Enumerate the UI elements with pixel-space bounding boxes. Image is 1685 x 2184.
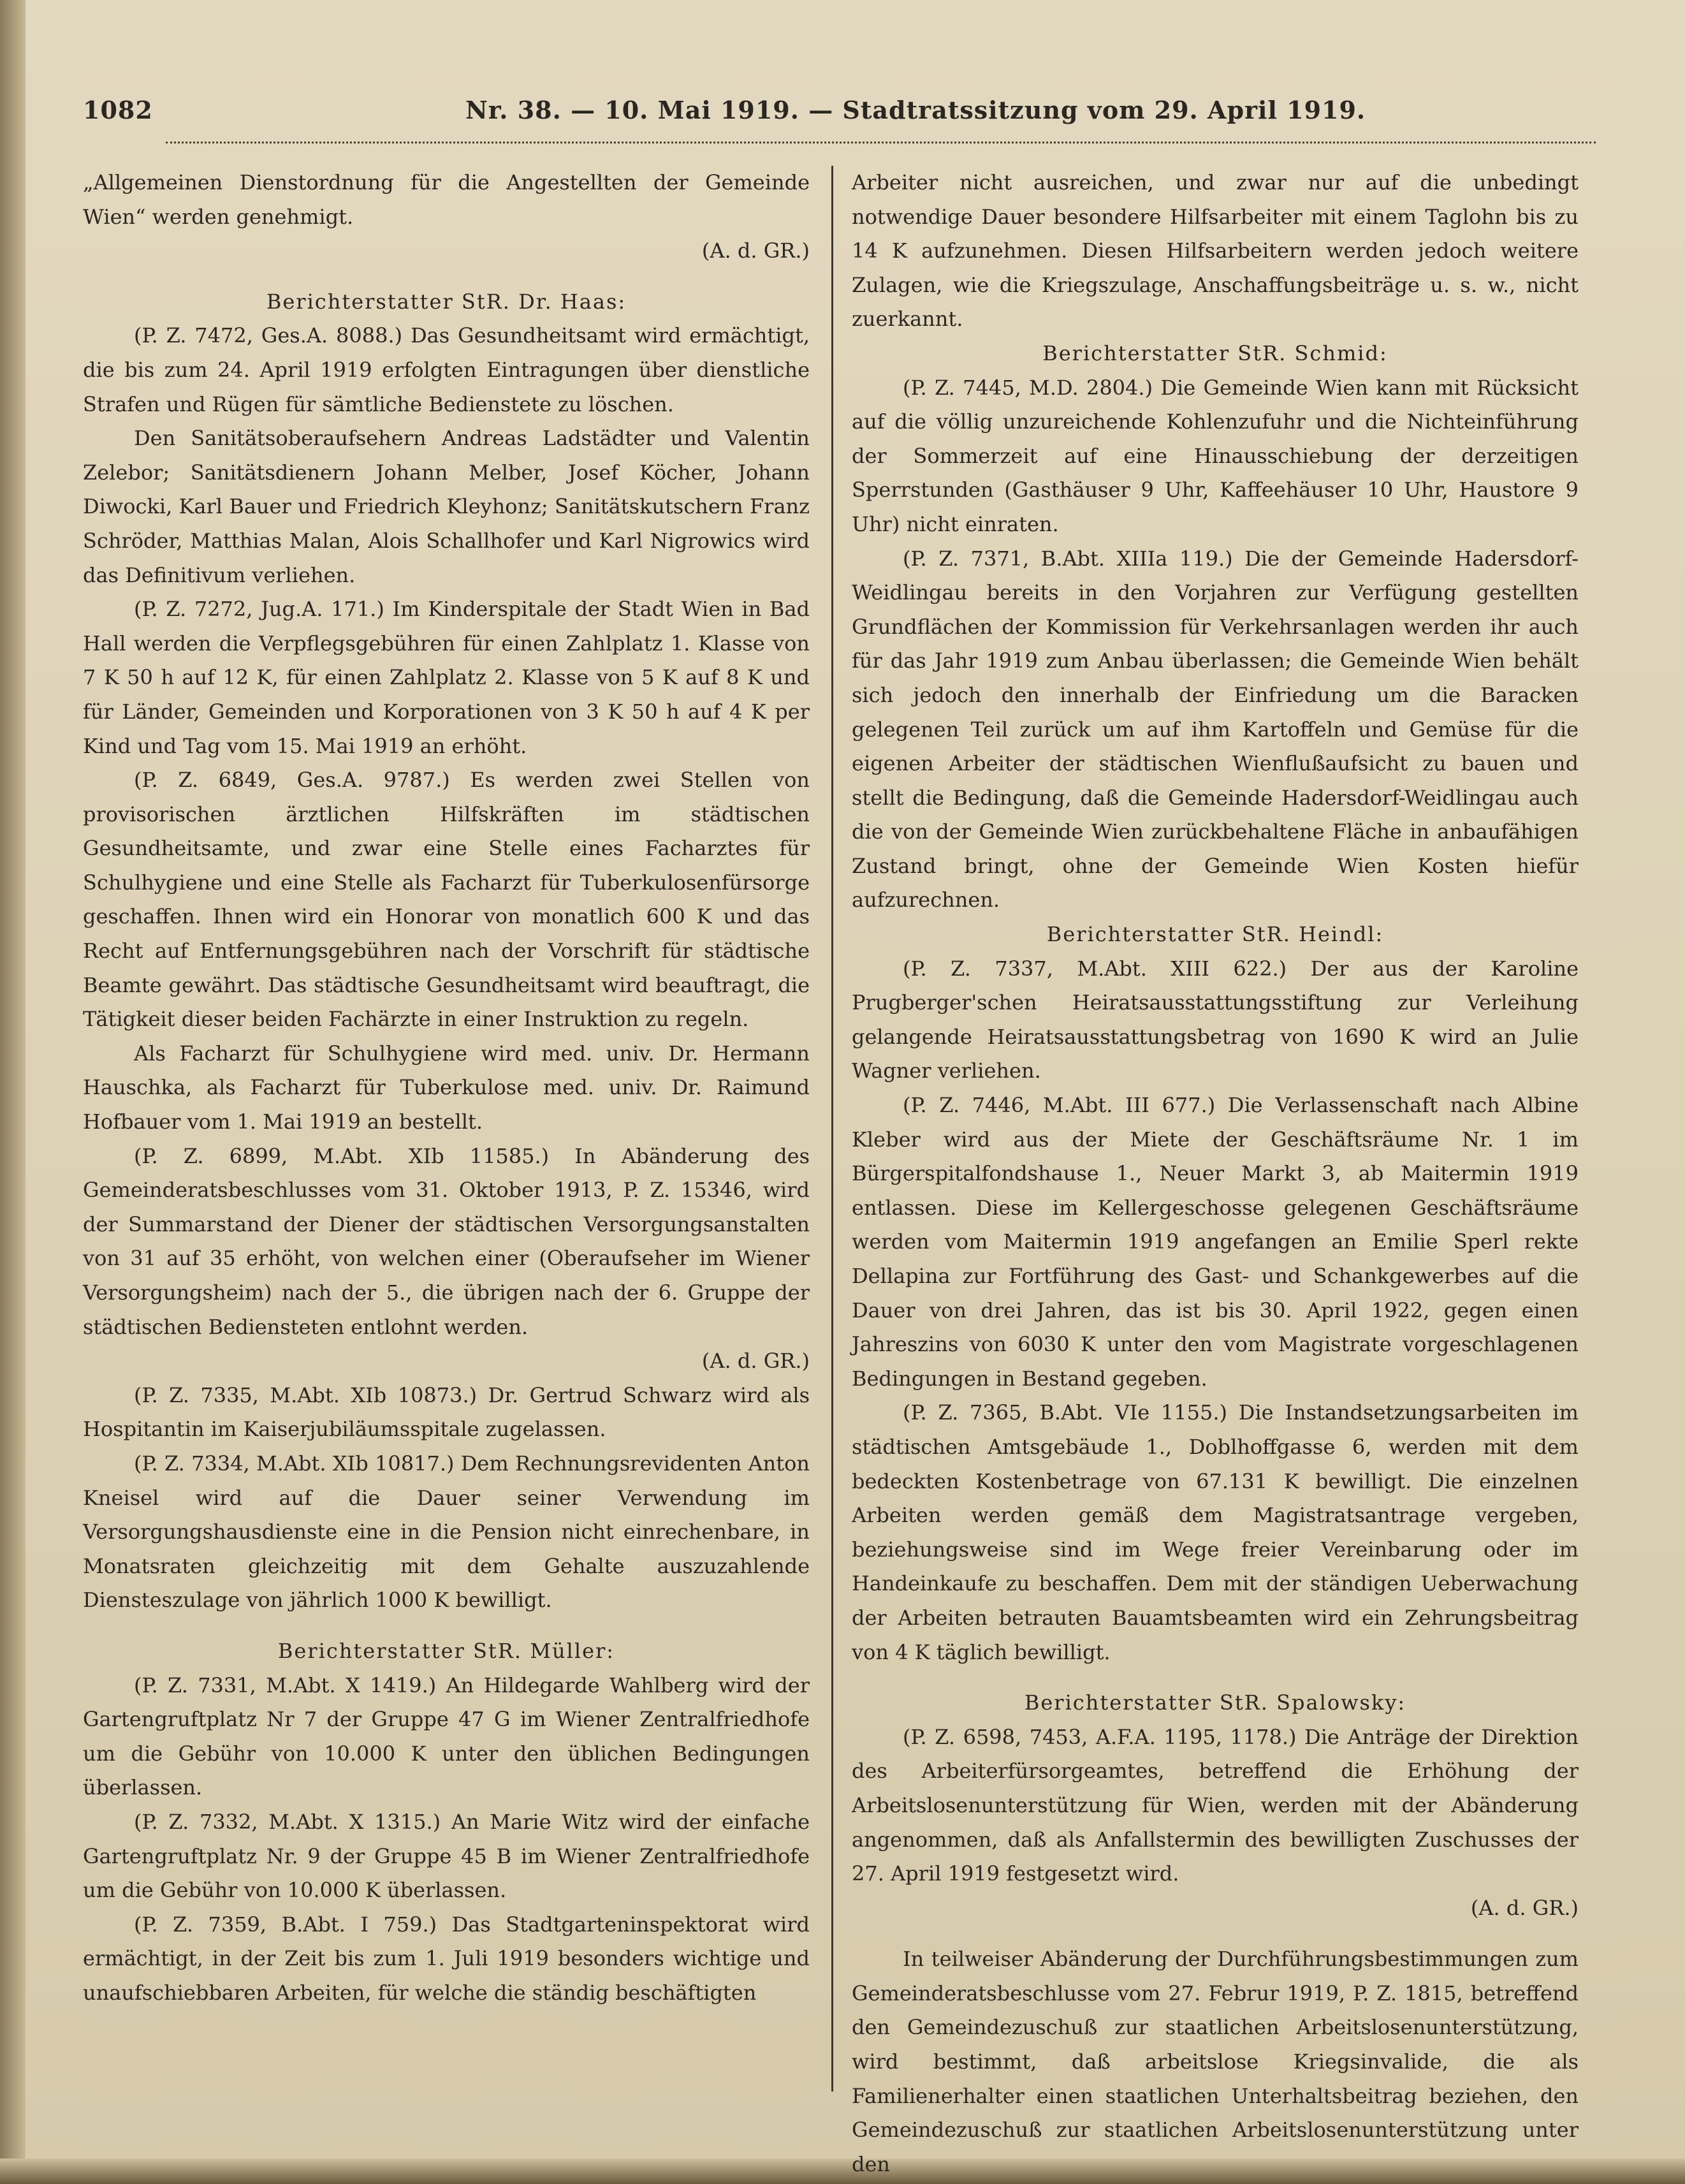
- rapporteur-heading-spalowsky: Berichterstatter StR. Spalowsky:: [1024, 1690, 1406, 1715]
- paragraph-intro: „Allgemeinen Dienstordnung für die Angestellten der Gemeinde Wien“ werden genehmigt.: [83, 170, 810, 229]
- header-divider: [166, 142, 1596, 143]
- paragraph-pz-7371: (P. Z. 7371, B.Abt. XIIIa 119.) Die der Gemeinde Hadersdorf-Weidlingau bereits in den Vorjahren zur Verfügung gestellten Grundflächen der Kommission für Verkehrsanlagen werden ihr auch für das Jahr 1919 zum Anbau überlassen; die Gemeinde Wien behält sich jedoch den innerhalb der Einfriedung um die Baracken gelegenen Teil zurück um auf ihm Kartoffeln und Gemüse für die eigenen Arbeiter der städtischen Wienflußaufsicht zu bauen und stellt die Bedingung, daß die Gemeinde Hadersdorf-Weidlingau auch die von der Gemeinde Wien zurückbehaltene Fläche in anbaufähigen Zustand bringt, ohne der Gemeinde Wien Kosten hiefür aufzurechnen.: [852, 546, 1579, 912]
- paragraph-pz-7359: (P. Z. 7359, B.Abt. I 759.) Das Stadtgarteninspektorat wird ermächtigt, in der Zeit bis zum 1. Juli 1919 besonders wichtige und unaufschiebbaren Arbeiten, für welche die ständig beschäftigten: [83, 1912, 810, 2005]
- committee-note: (A. d. GR.): [1470, 1895, 1579, 1920]
- paragraph-sanitaet: Den Sanitätsoberaufsehern Andreas Ladstädter und Valentin Zelebor; Sanitätsdienern Johann Melber, Josef Köcher, Johann Diwocki, Karl Bauer und Friedrich Kleyhonz; Sanitätskutschern Franz Schröder, Matthias Malan, Alois Schallhofer und Karl Nigrowics wird das Definitivum verliehen.: [83, 426, 810, 587]
- paragraph-pz-7472: (P. Z. 7472, Ges.A. 8088.) Das Gesundheitsamt wird ermächtigt, die bis zum 24. April 1919 erfolgten Eintragungen über dienstliche Strafen und Rügen für sämtliche Bedienstete zu löschen.: [83, 323, 810, 416]
- paragraph-pz-7332: (P. Z. 7332, M.Abt. X 1315.) An Marie Witz wird der einfache Gartengruftplatz Nr. 9 der Gruppe 45 B im Wiener Zentralfriedhofe um die Gebühr von 10.000 K überlassen.: [83, 1809, 810, 1903]
- paragraph-pz-7331: (P. Z. 7331, M.Abt. X 1419.) An Hildegarde Wahlberg wird der Gartengruftplatz Nr 7 der Gruppe 47 G im Wiener Zentralfriedhofe um die Gebühr von 10.000 K unter den üblichen Bedingungen überlassen.: [83, 1673, 810, 1800]
- paragraph-pz-7365: (P. Z. 7365, B.Abt. VIe 1155.) Die Instandsetzungsarbeiten im städtischen Amtsgebäude 1., Doblhoffgasse 6, werden mit dem bedeckten Kostenbetrage von 67.131 K bewilligt. Die einzelnen Arbeiten werden gemäß dem Magistratsantrage vergeben, beziehungsweise sind im Wege freier Vereinbarung oder im Handeinkaufe zu beschaffen. Dem mit der ständigen Ueberwachung der Arbeiten betrauten Bauamtsbeamten wird ein Zehrungsbeitrag von 4 K täglich bewilligt.: [852, 1400, 1579, 1664]
- paragraph-pz-7334: (P. Z. 7334, M.Abt. XIb 10817.) Dem Rechnungsrevidenten Anton Kneisel wird auf die Dauer seiner Verwendung im Versorgungshausdienste eine in die Pension nicht einrechenbare, in Monatsraten gleichzeitig mit dem Gehalte auszuzahlende Diensteszulage von jährlich 1000 K bewilligt.: [83, 1451, 810, 1613]
- left-column: [83, 166, 810, 2010]
- paragraph-pz-7272: (P. Z. 7272, Jug.A. 171.) Im Kinderspitale der Stadt Wien in Bad Hall werden die Verpflegsgebühren für einen Zahlplatz 1. Klasse von 7 K 50 h auf 12 K, für einen Zahlplatz 2. Klasse von 5 K auf 8 K und für Länder, Gemeinden und Korporationen von 3 K 50 h auf 4 K per Kind und Tag vom 15. Mai 1919 an erhöht.: [83, 597, 810, 758]
- page-header: [83, 96, 1596, 134]
- paragraph-pz-7335: (P. Z. 7335, M.Abt. XIb 10873.) Dr. Gertrud Schwarz wird als Hospitantin im Kaiserjubiläumsspitale zugelassen.: [83, 1382, 810, 1442]
- rapporteur-heading-haas: Berichterstatter StR. Dr. Haas:: [266, 289, 627, 314]
- paragraph-facharzt: Als Facharzt für Schulhygiene wird med. univ. Dr. Hermann Hauschka, als Facharzt für Tuberkulose med. univ. Dr. Raimund Hofbauer vom 1. Mai 1919 an bestellt.: [83, 1041, 810, 1134]
- paragraph-pz-7445: (P. Z. 7445, M.D. 2804.) Die Gemeinde Wien kann mit Rücksicht auf die völlig unzureichende Kohlenzufuhr und die Nichteinführung der Sommerzeit auf eine Hinausschiebung der derzeitigen Sperrstunden (Gasthäuser 9 Uhr, Kaffeehäuser 10 Uhr, Haustore 9 Uhr) nicht einraten.: [852, 375, 1579, 536]
- paragraph-pz-7446: (P. Z. 7446, M.Abt. III 677.) Die Verlassenschaft nach Albine Kleber wird aus der Miete der Geschäftsräume Nr. 1 im Bürgerspitalfondshause 1., Neuer Markt 3, ab Maitermin 1919 entlassen. Diese im Kellergeschosse gelegenen Geschäftsräume werden vom Maitermin 1919 angefangen an Emilie Sperl rekte Dellapina zur Fortführung des Gast- und Schankgewerbes auf die Dauer von drei Jahren, das ist bis 30. April 1922, gegen einen Jahreszins von 6030 K unter den vom Magistrate vorgeschlagenen Bedingungen in Bestand gegeben.: [852, 1093, 1579, 1391]
- paragraph-final: In teilweiser Abänderung der Durchführungsbestimmungen zum Gemeinderatsbeschlusse vom 27. Februr 1919, P. Z. 1815, betreffend den Gemeindezuschuß zur staatlichen Arbeitslosenunterstützung, wird bestimmt, daß arbeitslose Kriegsinvalide, die als Familienerhalter einen staatlichen Unterhaltsbeitrag beziehen, den Gemeindezuschuß zur staatlichen Arbeitslosenunterstützung unter den: [852, 1947, 1579, 2176]
- rapporteur-heading-heindl: Berichterstatter StR. Heindl:: [1046, 922, 1384, 947]
- committee-note: (A. d. GR.): [701, 1349, 810, 1374]
- rapporteur-heading-schmid: Berichterstatter StR. Schmid:: [1042, 341, 1388, 365]
- paragraph-pz-7337: (P. Z. 7337, M.Abt. XIII 622.) Der aus der Karoline Prugberger'schen Heiratsausstattungsstiftung zur Verleihung gelangende Heiratsausstattungsbetrag von 1690 K wird an Julie Wagner verliehen.: [852, 956, 1579, 1083]
- page-number: 1082: [83, 96, 153, 124]
- right-column: [852, 166, 1579, 2181]
- paragraph-pz-6899: (P. Z. 6899, M.Abt. XIb 11585.) In Abänderung des Gemeinderatsbeschlusses vom 31. Oktober 1913, P. Z. 15346, wird der Summarstand der Diener der städtischen Versorgungsanstalten von 31 auf 35 erhöht, von welchen einer (Oberaufseher im Wiener Versorgungsheim) nach der 5., die übrigen nach der 6. Gruppe der städtischen Bediensteten entlohnt werden.: [83, 1143, 810, 1339]
- paragraph-pz-6849: (P. Z. 6849, Ges.A. 9787.) Es werden zwei Stellen von provisorischen ärztlichen Hilfskräften im städtischen Gesundheitsamte, und zwar eine Stelle eines Facharztes für Schulhygiene und eine Stelle als Facharzt für Tuberkulosenfürsorge geschaffen. Ihnen wird ein Honorar von monatlich 600 K und das Recht auf Entfernungsgebühren nach der Vorschrift für städtische Beamte gewährt. Das städtische Gesundheitsamt wird beauftragt, die Tätigkeit dieser beiden Fachärzte in einer Instruktion zu regeln.: [83, 768, 810, 1032]
- committee-note: (A. d. GR.): [701, 238, 810, 263]
- issue-title: Nr. 38. — 10. Mai 1919. — Stadtratssitzung vom 29. April 1919.: [465, 96, 1366, 124]
- page-edge-shadow-left: [0, 0, 26, 2184]
- rapporteur-heading-mueller: Berichterstatter StR. Müller:: [277, 1638, 615, 1663]
- spacer: [852, 1925, 1579, 1942]
- paragraph-pz-6598: (P. Z. 6598, 7453, A.F.A. 1195, 1178.) Die Anträge der Direktion des Arbeiterfürsorgeamtes, betreffend die Erhöhung der Arbeitslosenunterstützung für Wien, werden mit der Abänderung angenommen, daß als Anfallstermin des bewilligten Zuschusses der 27. April 1919 festgesetzt wird.: [852, 1724, 1579, 1886]
- column-divider: [831, 166, 833, 2092]
- paragraph-continuation: Arbeiter nicht ausreichen, und zwar nur auf die unbedingt notwendige Dauer besondere Hilfsarbeiter mit einem Taglohn bis zu 14 K aufzunehmen. Diesen Hilfsarbeitern werden jedoch weitere Zulagen, wie die Kriegszulage, Anschaffungsbeiträge u. s. w., nicht zuerkannt.: [852, 170, 1579, 332]
